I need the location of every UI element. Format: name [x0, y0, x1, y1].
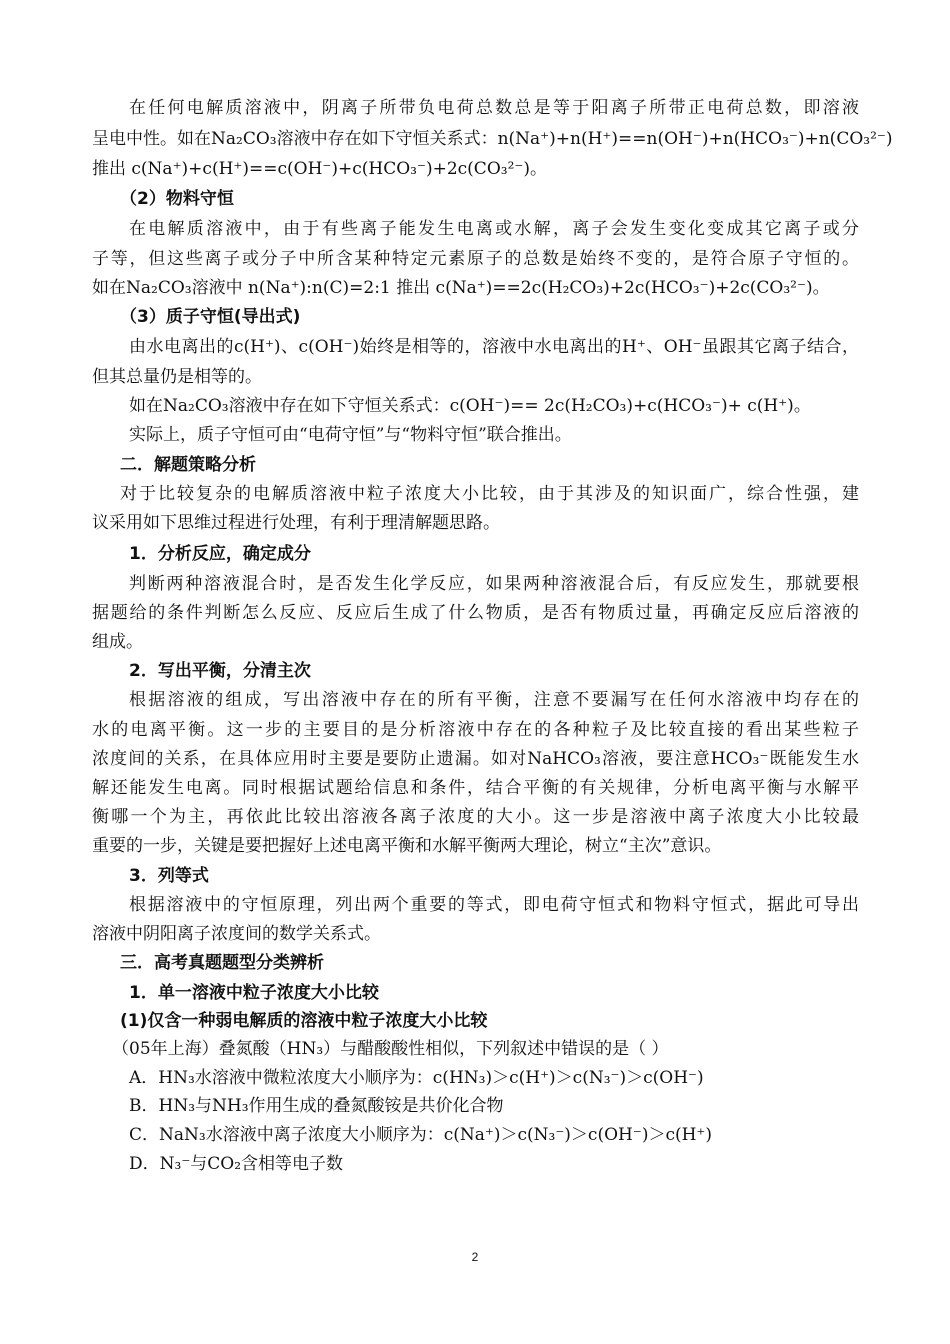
section-heading: 二．解题策略分析 [120, 455, 256, 475]
paragraph-line: 子等，但这些离子或分子中所含某种特定元素原子的总数是始终不变的，是符合原子守恒的。 [92, 249, 859, 269]
paragraph-line: 根据溶液中的守恒原理，列出两个重要的等式，即电荷守恒式和物料守恒式，据此可导出 [129, 895, 859, 915]
paragraph-line: 对于比较复杂的电解质溶液中粒子浓度大小比较，由于其涉及的知识面广，综合性强，建 [120, 484, 859, 504]
paragraph-line: 判断两种溶液混合时，是否发生化学反应，如果两种溶液混合后，有反应发生，那就要根 [129, 574, 859, 594]
paragraph-line: 衡哪一个为主，再依此比较出溶液各离子浓度的大小。这一步是溶液中离子浓度大小比较最 [92, 807, 859, 827]
question-stem: （05年上海）叠氮酸（HN₃）与醋酸酸性相似，下列叙述中错误的是（ ） [112, 1039, 669, 1059]
paragraph-line: 由水电离出的c(H⁺)、c(OH⁻)始终是相等的，溶液中水电离出的H⁺、OH⁻虽跟其它离子结合， [129, 337, 859, 357]
section-heading: 1．单一溶液中粒子浓度大小比较 [129, 983, 379, 1003]
paragraph-line: 呈电中性。如在Na₂CO₃溶液中存在如下守恒关系式：n(Na⁺)+n(H⁺)==n(OH⁻)+n(HCO₃⁻)+n(CO₃²⁻) [92, 129, 893, 149]
paragraph-line: 浓度间的关系，在具体应用时主要是要防止遗漏。如对NaHCO₃溶液，要注意HCO₃⁻既能发生水 [92, 749, 859, 769]
paragraph-line: 如在Na₂CO₃溶液中存在如下守恒关系式：c(OH⁻)== 2c(H₂CO₃)+c(HCO₃⁻)+ c(H⁺)。 [129, 396, 811, 416]
paragraph-line: 溶液中阴阳离子浓度间的数学关系式。 [92, 924, 381, 944]
section-heading: （2）物料守恒 [120, 189, 234, 209]
paragraph-line: 水的电离平衡。这一步的主要目的是分析溶液中存在的各种粒子及比较直接的看出某些粒子 [92, 720, 859, 740]
paragraph-line: 但其总量仍是相等的。 [92, 367, 262, 387]
section-heading: （3）质子守恒(导出式) [120, 307, 301, 327]
paragraph-line: 推出 c(Na⁺)+c(H⁺)==c(OH⁻)+c(HCO₃⁻)+2c(CO₃²⁻)。 [92, 159, 547, 179]
paragraph-line: 组成。 [92, 632, 143, 652]
answer-option-d: D．N₃⁻与CO₂含相等电子数 [129, 1154, 344, 1174]
paragraph-line: 如在Na₂CO₃溶液中 n(Na⁺):n(C)=2:1 推出 c(Na⁺)==2c(H₂CO₃)+2c(HCO₃⁻)+2c(CO₃²⁻)。 [92, 278, 830, 298]
paragraph-line: 重要的一步，关键是要把握好上述电离平衡和水解平衡两大理论，树立“主次”意识。 [92, 836, 722, 856]
section-heading: 2．写出平衡，分清主次 [129, 661, 311, 681]
section-heading: 3．列等式 [129, 866, 209, 886]
section-heading: (1)仅含一种弱电解质的溶液中粒子浓度大小比较 [120, 1011, 488, 1031]
paragraph-line: 根据溶液的组成，写出溶液中存在的所有平衡，注意不要漏写在任何水溶液中均存在的 [129, 690, 859, 710]
paragraph-line: 实际上，质子守恒可由“电荷守恒”与“物料守恒”联合推出。 [129, 425, 572, 445]
paragraph-line: 解还能发生电离。同时根据试题给信息和条件，结合平衡的有关规律，分析电离平衡与水解平 [92, 778, 859, 798]
paragraph-line: 在任何电解质溶液中，阴离子所带负电荷总数总是等于阳离子所带正电荷总数，即溶液 [129, 98, 859, 118]
section-heading: 1．分析反应，确定成分 [129, 544, 311, 564]
answer-option-c: C．NaN₃水溶液中离子浓度大小顺序为：c(Na⁺)＞c(N₃⁻)＞c(OH⁻)＞c(H⁺) [129, 1125, 713, 1145]
answer-option-b: B．HN₃与NH₃作用生成的叠氮酸铵是共价化合物 [129, 1096, 504, 1116]
page-number: 2 [471, 1250, 479, 1264]
answer-option-a: A．HN₃水溶液中微粒浓度大小顺序为：c(HN₃)＞c(H⁺)＞c(N₃⁻)＞c(OH⁻) [129, 1068, 704, 1088]
section-heading: 三．高考真题题型分类辨析 [120, 953, 324, 973]
paragraph-line: 议采用如下思维过程进行处理，有利于理清解题思路。 [92, 513, 500, 533]
paragraph-line: 据题给的条件判断怎么反应、反应后生成了什么物质，是否有物质过量，再确定反应后溶液的 [92, 603, 859, 623]
paragraph-line: 在电解质溶液中，由于有些离子能发生电离或水解，离子会发生变化变成其它离子或分 [129, 219, 859, 239]
